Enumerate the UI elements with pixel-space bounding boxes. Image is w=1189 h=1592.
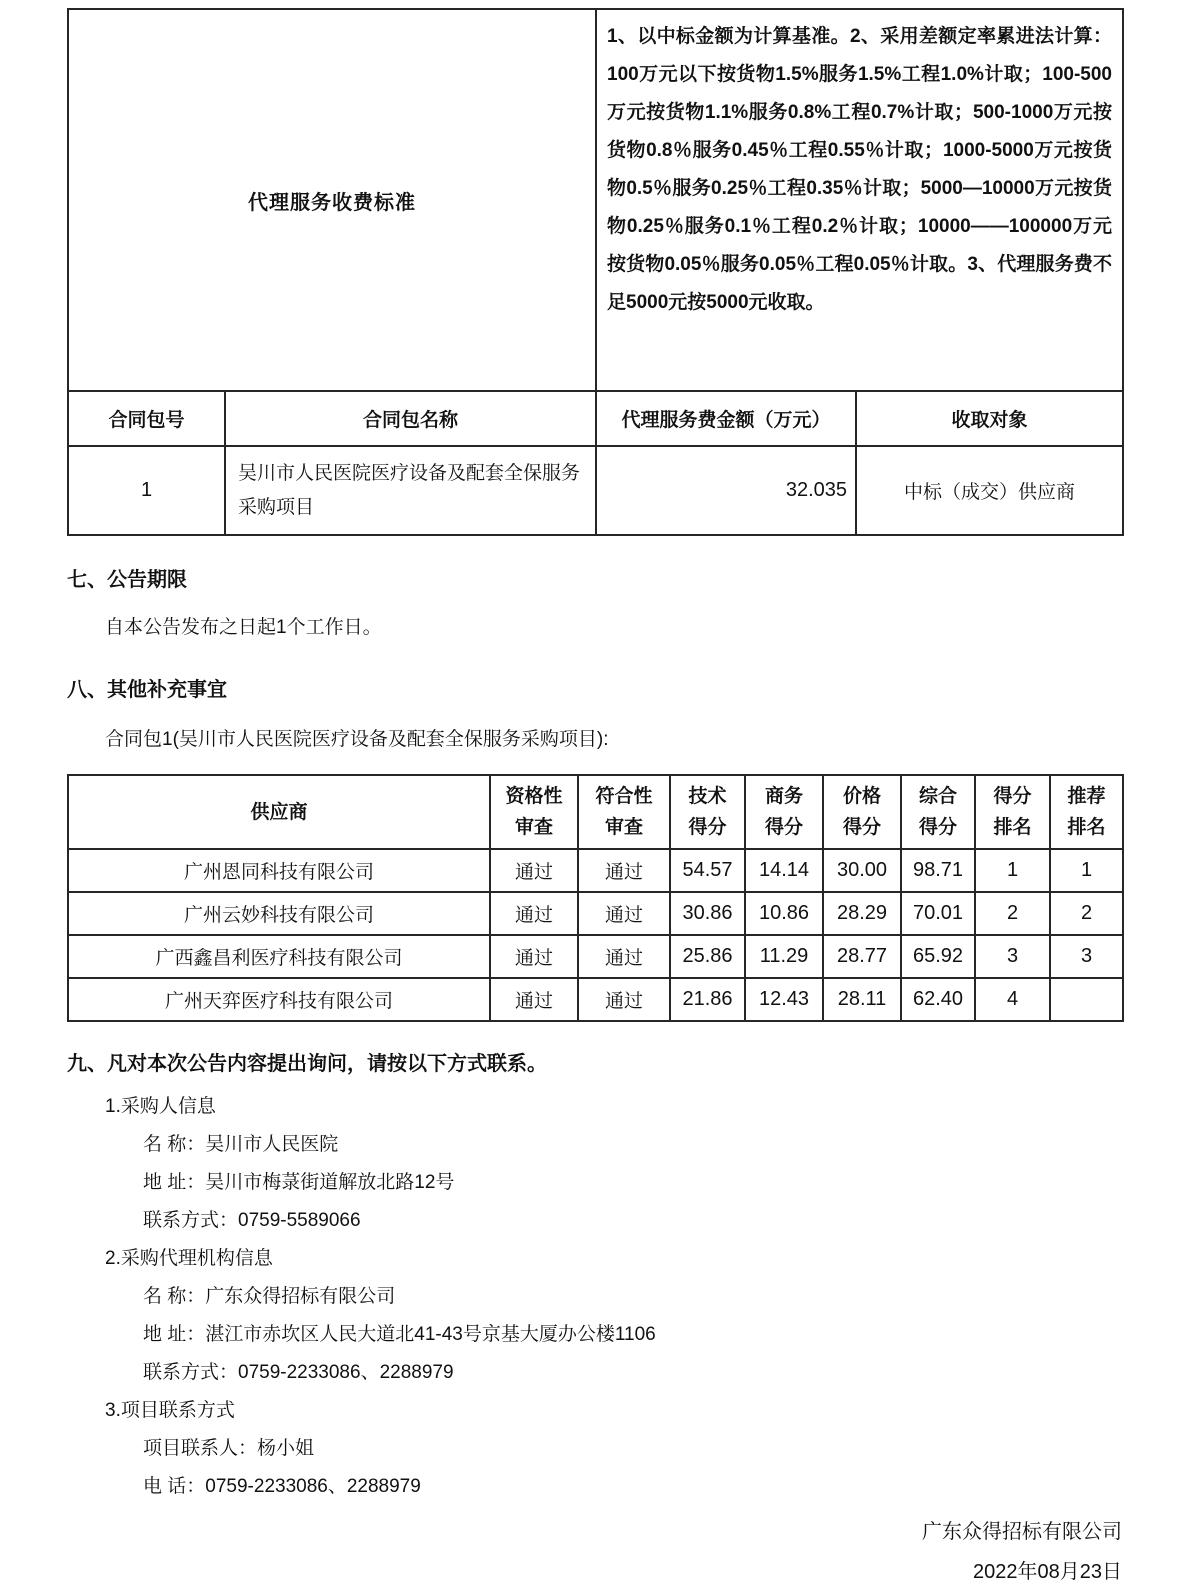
purchaser-name: 名 称：吴川市人民医院 bbox=[143, 1134, 339, 1155]
purchaser-phone: 联系方式：0759-5589066 bbox=[143, 1210, 361, 1231]
column-header-fee-amount: 代理服务费金额（万元） bbox=[596, 391, 856, 446]
score-rank-cell: 3 bbox=[975, 935, 1050, 978]
agency-address: 地 址：湛江市赤坎区人民大道北41-43号京基大厦办公楼1106 bbox=[143, 1324, 656, 1345]
column-header-conformity-review: 符合性 审查 bbox=[578, 775, 670, 849]
column-header-technical-score: 技术 得分 bbox=[670, 775, 745, 849]
project-contact-label: 3.项目联系方式 bbox=[105, 1400, 235, 1421]
package-name-cell: 吴川市人民医院医疗设备及配套全保服务采购项目 bbox=[225, 446, 596, 535]
column-header-business-score: 商务 得分 bbox=[745, 775, 823, 849]
technical-score-cell: 25.86 bbox=[670, 935, 745, 978]
score-rank-cell: 2 bbox=[975, 892, 1050, 935]
recommend-rank-cell bbox=[1050, 978, 1123, 1021]
column-header-supplier: 供应商 bbox=[68, 775, 490, 849]
fee-standard-row bbox=[68, 9, 1123, 391]
signature-date: 2022年08月23日 bbox=[973, 1561, 1122, 1583]
payer-cell: 中标（成交）供应商 bbox=[856, 446, 1123, 535]
qualification-cell: 通过 bbox=[490, 892, 578, 935]
score-rank-cell: 4 bbox=[975, 978, 1050, 1021]
conformity-cell: 通过 bbox=[578, 935, 670, 978]
section8-intro: 合同包1(吴川市人民医院医疗设备及配套全保服务采购项目): bbox=[105, 729, 609, 750]
score-table-header-row bbox=[68, 775, 1123, 849]
price-score-cell: 28.11 bbox=[823, 978, 901, 1021]
agency-name: 名 称：广东众得招标有限公司 bbox=[143, 1286, 396, 1307]
conformity-cell: 通过 bbox=[578, 849, 670, 892]
purchaser-address: 地 址：吴川市梅菉街道解放北路12号 bbox=[143, 1172, 455, 1193]
column-header-score-rank: 得分 排名 bbox=[975, 775, 1050, 849]
recommend-rank-cell: 2 bbox=[1050, 892, 1123, 935]
technical-score-cell: 21.86 bbox=[670, 978, 745, 1021]
fee-standard-table bbox=[67, 8, 1124, 536]
technical-score-cell: 54.57 bbox=[670, 849, 745, 892]
column-header-qualification-review: 资格性 审查 bbox=[490, 775, 578, 849]
section8-title: 八、其他补充事宜 bbox=[67, 679, 227, 701]
supplier-name-cell: 广西鑫昌利医疗科技有限公司 bbox=[68, 935, 490, 978]
total-score-cell: 62.40 bbox=[901, 978, 975, 1021]
project-contact-phone: 电 话：0759-2233086、2288979 bbox=[143, 1476, 421, 1497]
total-score-cell: 70.01 bbox=[901, 892, 975, 935]
signature-company: 广东众得招标有限公司 bbox=[922, 1521, 1122, 1543]
supplier-name-cell: 广州天弈医疗科技有限公司 bbox=[68, 978, 490, 1021]
conformity-cell: 通过 bbox=[578, 978, 670, 1021]
column-header-package-no: 合同包号 bbox=[68, 391, 225, 446]
column-header-recommend-rank: 推荐 排名 bbox=[1050, 775, 1123, 849]
price-score-cell: 28.77 bbox=[823, 935, 901, 978]
fee-standard-description: 1、以中标金额为计算基准。2、采用差额定率累进法计算：100万元以下按货物1.5%服务1.5%工程1.0%计取；100-500万元按货物1.1%服务0.8%工程0.7%计取；500-1000万元按货物0.8％服务0.45％工程0.55％计取；1000-5000万元按货物0.5％服务0.25％工程0.35％计取；5000—10000万元按货物0.25％服务0.1％工程0.2％计取；10000——100000万元按货物0.05％服务0.05％工程0.05％计取。3、代理服务费不足5000元按5000元收取。 bbox=[596, 9, 1123, 391]
supplier-score-table bbox=[67, 774, 1124, 1022]
fee-standard-label: 代理服务收费标准 bbox=[68, 9, 596, 391]
price-score-cell: 28.29 bbox=[823, 892, 901, 935]
business-score-cell: 14.14 bbox=[745, 849, 823, 892]
section7-body: 自本公告发布之日起1个工作日。 bbox=[105, 617, 382, 638]
recommend-rank-cell: 1 bbox=[1050, 849, 1123, 892]
score-rank-cell: 1 bbox=[975, 849, 1050, 892]
qualification-cell: 通过 bbox=[490, 935, 578, 978]
fee-table-header-row bbox=[68, 391, 1123, 446]
agency-info-label: 2.采购代理机构信息 bbox=[105, 1248, 273, 1269]
purchaser-info-label: 1.采购人信息 bbox=[105, 1096, 216, 1117]
column-header-price-score: 价格 得分 bbox=[823, 775, 901, 849]
recommend-rank-cell: 3 bbox=[1050, 935, 1123, 978]
supplier-name-cell: 广州恩同科技有限公司 bbox=[68, 849, 490, 892]
score-table-row bbox=[68, 892, 1123, 935]
package-no-cell: 1 bbox=[68, 446, 225, 535]
business-score-cell: 10.86 bbox=[745, 892, 823, 935]
qualification-cell: 通过 bbox=[490, 849, 578, 892]
signature-block bbox=[67, 1512, 1122, 1592]
total-score-cell: 98.71 bbox=[901, 849, 975, 892]
column-header-package-name: 合同包名称 bbox=[225, 391, 596, 446]
score-table-row bbox=[68, 978, 1123, 1021]
qualification-cell: 通过 bbox=[490, 978, 578, 1021]
score-table-row bbox=[68, 935, 1123, 978]
fee-table-data-row bbox=[68, 446, 1123, 535]
business-score-cell: 12.43 bbox=[745, 978, 823, 1021]
column-header-total-score: 综合 得分 bbox=[901, 775, 975, 849]
business-score-cell: 11.29 bbox=[745, 935, 823, 978]
total-score-cell: 65.92 bbox=[901, 935, 975, 978]
price-score-cell: 30.00 bbox=[823, 849, 901, 892]
section9-title: 九、凡对本次公告内容提出询问，请按以下方式联系。 bbox=[67, 1053, 547, 1075]
agency-phone: 联系方式：0759-2233086、2288979 bbox=[143, 1362, 454, 1383]
column-header-payer: 收取对象 bbox=[856, 391, 1123, 446]
technical-score-cell: 30.86 bbox=[670, 892, 745, 935]
project-contact-name: 项目联系人：杨小姐 bbox=[143, 1438, 315, 1459]
fee-amount-cell: 32.035 bbox=[596, 446, 856, 535]
conformity-cell: 通过 bbox=[578, 892, 670, 935]
score-table-row bbox=[68, 849, 1123, 892]
contact-info-block bbox=[67, 1088, 1122, 1506]
section7-title: 七、公告期限 bbox=[67, 569, 187, 591]
supplier-name-cell: 广州云妙科技有限公司 bbox=[68, 892, 490, 935]
